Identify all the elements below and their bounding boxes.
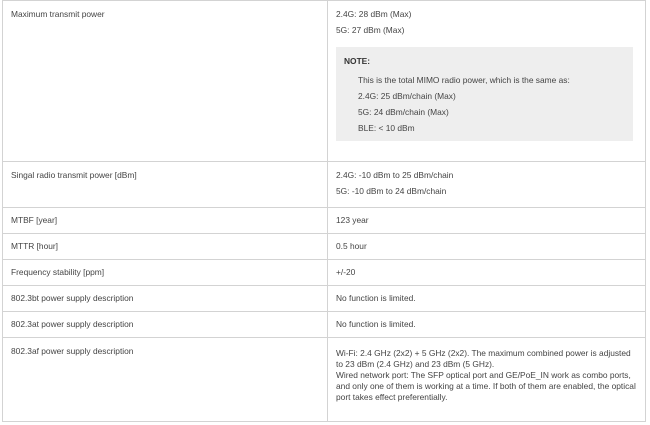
row-label: Frequency stability [ppm] (11, 267, 105, 277)
row-value: +/-20 (336, 267, 356, 277)
row-label: Singal radio transmit power [dBm] (11, 170, 137, 180)
row-value: No function is limited. (336, 293, 416, 303)
note-line: This is the total MIMO radio power, which is the same as: (358, 74, 570, 85)
row-value: 123 year (336, 215, 369, 225)
row-label-cell (3, 260, 328, 286)
table-row (3, 286, 646, 312)
row-value-cell (328, 234, 646, 260)
row-label: MTTR [hour] (11, 241, 58, 251)
note-title: NOTE: (344, 56, 371, 66)
row-label-cell (3, 208, 328, 234)
row-label: Maximum transmit power (11, 9, 105, 19)
row-value-cell (328, 1, 646, 162)
row-value: 2.4G: -10 dBm to 25 dBm/chain (336, 170, 454, 180)
row-label: 802.3at power supply description (11, 319, 134, 329)
note-line: 5G: 24 dBm/chain (Max) (358, 106, 449, 117)
row-paragraph: Wi-Fi: 2.4 GHz (2x2) + 5 GHz (2x2). The maximum combined power is adjusted to 23 dBm (2.4 GHz) and 23 dBm (5 GHz). (336, 348, 631, 369)
table-row (3, 208, 646, 234)
row-value: 5G: 27 dBm (Max) (336, 24, 405, 35)
table-row (3, 312, 646, 338)
note-line: BLE: < 10 dBm (358, 122, 415, 133)
row-label-cell (3, 1, 328, 162)
row-value-cell (328, 338, 646, 422)
row-paragraph: Wired network port: The SFP optical port and GE/PoE_IN work as combo ports, and only one of them is working at a time. If both of them are enabled, the optical port takes effect preferentially. (336, 370, 636, 402)
row-value-cell (328, 286, 646, 312)
row-value-cell (328, 312, 646, 338)
row-label: 802.3af power supply description (11, 346, 134, 356)
row-label-cell (3, 338, 328, 422)
row-value-cell (328, 208, 646, 234)
row-value: 0.5 hour (336, 241, 367, 251)
row-value-cell (328, 162, 646, 208)
row-label-cell (3, 234, 328, 260)
row-label-cell (3, 162, 328, 208)
row-value: No function is limited. (336, 319, 416, 329)
row-label: 802.3bt power supply description (11, 293, 134, 303)
spec-table (2, 0, 646, 422)
row-value: 2.4G: 28 dBm (Max) (336, 9, 412, 19)
row-value: 5G: -10 dBm to 24 dBm/chain (336, 185, 447, 196)
table-row (3, 1, 646, 162)
row-label-cell (3, 286, 328, 312)
row-label: MTBF [year] (11, 215, 58, 225)
note-box (336, 47, 633, 141)
table-row (3, 338, 646, 422)
table-row (3, 260, 646, 286)
row-value-cell (328, 260, 646, 286)
table-row (3, 234, 646, 260)
row-label-cell (3, 312, 328, 338)
note-line: 2.4G: 25 dBm/chain (Max) (358, 90, 456, 101)
table-row (3, 162, 646, 208)
